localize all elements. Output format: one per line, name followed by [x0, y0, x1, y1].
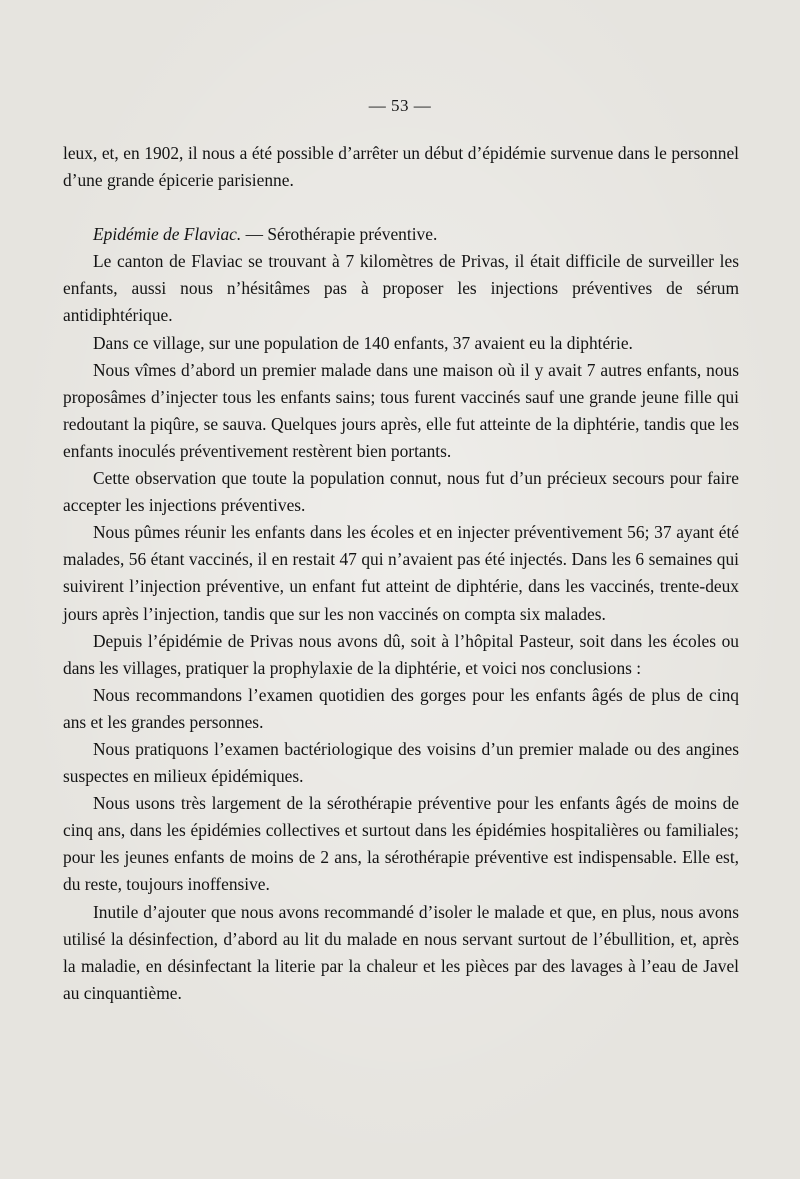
paragraph: Depuis l’épidémie de Privas nous avons dû, soit à l’hôpital Pasteur, soit dans les écoles ou dans les villages, pratiquer la prophylaxie de la diphtérie, et voici nos conclusions : — [63, 630, 739, 678]
paragraph-continuation: leux, et, en 1902, il nous a été possible d’arrêter un début d’épidémie survenue dans le personnel d’une grande épicerie parisienne. — [63, 143, 739, 191]
paragraph: Inutile d’ajouter que nous avons recommandé d’isoler le malade et que, en plus, nous avons utilisé la désinfection, d’abord au lit du malade en nous servant surtout de l’ébullition, et, après la maladie, en désinfectant la literie par la chaleur et les pièces par des lavages à l’eau de Javel au cinquantième. — [63, 901, 739, 1003]
paragraph: Nous pûmes réunir les enfants dans les écoles et en injecter préventivement 56; 37 ayant été malades, 56 étant vaccinés, il en restait 47 qui n’avaient pas été injectés. Dans les 6 semaines qui suivirent l’injection préventive, un enfant fut atteint de diphtérie, dans les vaccinés, trente-deux jours après l’injection, tandis que sur les non vaccinés on compta six malades. — [63, 522, 739, 624]
paragraph: Dans ce village, sur une population de 140 enfants, 37 avaient eu la diphtérie. — [93, 332, 633, 353]
section-heading — [63, 221, 739, 248]
page-number: — 53 — — [368, 96, 432, 115]
paragraph: Nous usons très largement de la sérothérapie préventive pour les enfants âgés de moins de cinq ans, dans les épidémies collectives et surtout dans les épidémies hospitalières ou familiales; pour les jeunes enfants de moins de 2 ans, la sérothérapie préventive est indispensable. Elle est, du reste, toujours inoffensive. — [63, 793, 739, 895]
page-text — [63, 140, 739, 1007]
paragraph: Cette observation que toute la population connut, nous fut d’un précieux secours pour faire accepter les injections préventives. — [63, 468, 739, 516]
section-heading-title: Epidémie de Flaviac. — [93, 224, 242, 245]
paragraph: Nous recommandons l’examen quotidien des gorges pour les enfants âgés de plus de cinq ans et les grandes personnes. — [63, 684, 739, 732]
paragraph: Nous vîmes d’abord un premier malade dans une maison où il y avait 7 autres enfants, nous proposâmes d’injecter tous les enfants sains; tous furent vaccinés sauf une grande jeune fille qui redoutant la piqûre, se sauva. Quelques jours après, elle fut atteinte de la diphtérie, tandis que les enfants inoculés préventivement restèrent bien portants. — [63, 359, 739, 461]
paragraph: Le canton de Flaviac se trouvant à 7 kilomètres de Privas, il était difficile de surveiller les enfants, aussi nous n’hésitâmes pas à proposer les injections préventives de sérum antidiphtérique. — [63, 251, 739, 326]
paragraph: Nous pratiquons l’examen bactériologique des voisins d’un premier malade ou des angines suspectes en milieux épidémiques. — [63, 738, 739, 787]
section-heading-subtitle: — Sérothérapie préventive. — [241, 224, 438, 245]
